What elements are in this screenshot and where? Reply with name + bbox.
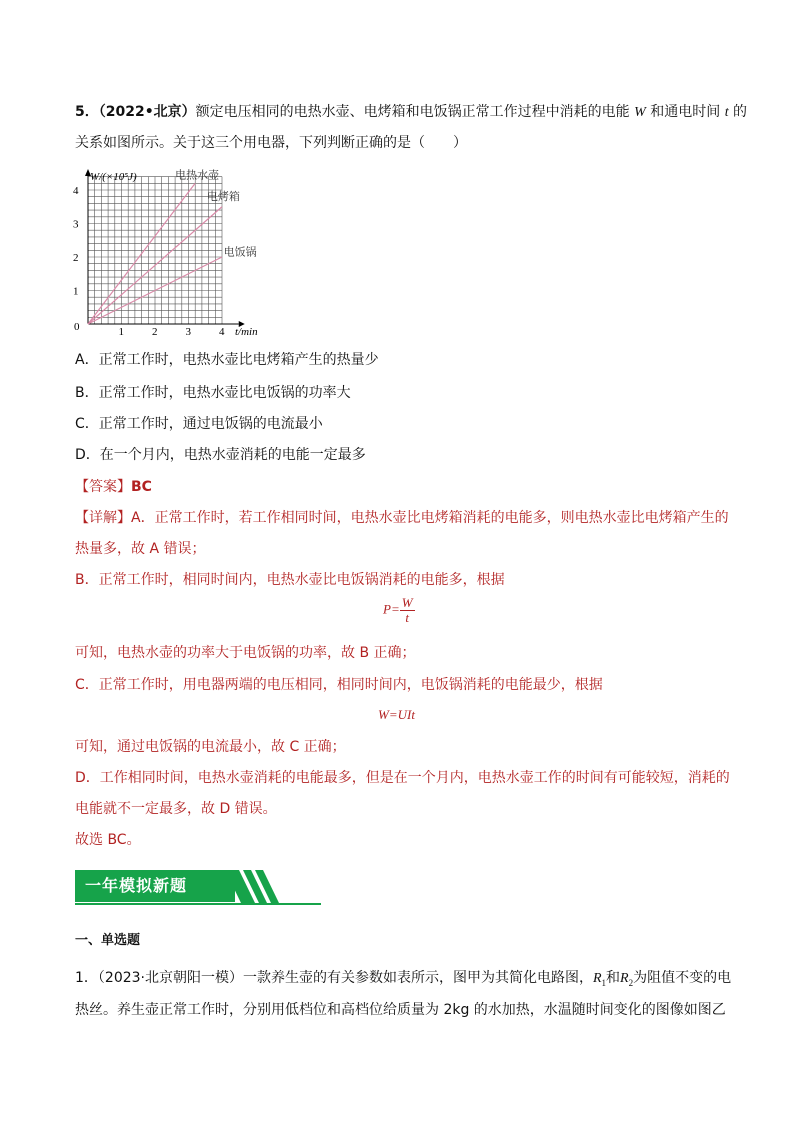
section-banner <box>75 870 321 904</box>
y-tick-label: 4 <box>73 185 79 197</box>
y-tick-label: 1 <box>73 285 79 298</box>
explanation-label: 【详解】 <box>75 510 131 526</box>
resistor-r2 <box>620 971 633 986</box>
x-tick-label: 1 <box>118 326 124 338</box>
y-tick-label: 3 <box>73 218 79 231</box>
banner-title: 一年模拟新题 <box>85 876 188 895</box>
explanation-line-4: 可知，电热水壶的功率大于电饭锅的功率，故 B 正确； <box>75 645 416 661</box>
formula-fraction <box>400 596 415 625</box>
answer-line <box>75 477 152 497</box>
explanation-line-2: 热量多，故 A 错误； <box>75 541 206 557</box>
explanation-line-7: D．工作相同时间，电热水壶消耗的电能最多，但是在一个月内，电热水壶工作的时间有可能较短，消耗的 <box>75 770 730 786</box>
explanation-line-8: 电能就不一定最多，故 D 错误。 <box>75 801 277 817</box>
question-stem-part: 额定电压相同的电热水壶、电烤箱和电饭锅正常工作过程中消耗的电能 <box>195 104 635 120</box>
series-label: 电饭锅 <box>223 245 257 259</box>
next-question-text: 和 <box>606 970 621 986</box>
option-d: D．在一个月内，电热水壶消耗的电能一定最多 <box>75 447 366 463</box>
explanation-line-5: C．正常工作时，用电器两端的电压相同，相同时间内，电饭锅消耗的电能最少，根据 <box>75 677 603 693</box>
resistor-r2-symbol: R <box>620 971 629 986</box>
answer-label: 【答案】 <box>75 479 131 495</box>
question-line-2: 关系如图所示。关于这三个用电器，下列判断正确的是（ ） <box>75 135 467 151</box>
variable-t: t <box>724 105 729 120</box>
y-tick-label: 2 <box>73 252 79 264</box>
section-heading: 一、单选题 <box>75 933 141 948</box>
question-source: （2022•北京） <box>98 104 196 120</box>
chart-series <box>88 168 257 324</box>
explanation-line-3: B．正常工作时，相同时间内，电热水壶比电饭锅消耗的电能多，根据 <box>75 572 505 588</box>
resistor-r1 <box>593 971 606 986</box>
series-label: 电烤箱 <box>206 190 240 204</box>
formula-energy: W=UIt <box>378 707 415 722</box>
next-question-text: 为阻值不变的电 <box>633 970 732 986</box>
question-number: 5． <box>75 104 99 120</box>
explanation-line-1 <box>75 508 729 528</box>
variable-w: W <box>634 105 646 120</box>
question-stem-part: 和通电时间 <box>645 104 725 120</box>
question-stem-part: 的 <box>728 104 748 120</box>
question-line-1 <box>75 102 747 123</box>
x-tick-label: 3 <box>185 326 191 338</box>
explanation-line-9: 故选 BC。 <box>75 832 141 848</box>
answer-value: BC <box>131 479 152 495</box>
next-question-text: 1．（2023·北京朝阳一模）一款养生壶的有关参数如表所示，图甲为其简化电路图， <box>75 970 593 986</box>
formula-power <box>383 596 415 625</box>
next-question-line-2: 热丝。养生壶正常工作时，分别用低档位和高档位给质量为 2kg 的水加热，水温随时间变化的图像如图乙 <box>75 1002 726 1018</box>
banner-underline <box>75 903 321 905</box>
chart-xlabel: t/min <box>235 326 258 338</box>
banner-stripes-icon <box>225 870 285 903</box>
x-tick-label: 2 <box>152 326 158 338</box>
explanation-line-6: 可知，通过电饭锅的电流最小，故 C 正确； <box>75 739 346 755</box>
chart-origin-label: 0 <box>74 321 80 333</box>
series-label: 电热水壶 <box>175 168 220 182</box>
chart-ylabel: W/(×10⁵J) <box>90 171 137 183</box>
energy-time-chart <box>70 168 270 338</box>
fraction-denominator: t <box>405 610 409 625</box>
chart-grid <box>88 177 222 324</box>
resistor-r1-symbol: R <box>592 971 602 986</box>
next-question-line-1 <box>75 968 731 993</box>
option-a: A．正常工作时，电热水壶比电烤箱产生的热量少 <box>75 352 379 368</box>
x-tick-label: 4 <box>219 326 225 338</box>
explanation-text: A．正常工作时，若工作相同时间，电热水壶比电烤箱消耗的电能多，则电热水壶比电烤箱产生的 <box>131 510 729 526</box>
option-c: C．正常工作时，通过电饭锅的电流最小 <box>75 416 323 432</box>
option-b: B．正常工作时，电热水壶比电饭锅的功率大 <box>75 385 351 401</box>
formula-power-lhs: P= <box>383 601 400 617</box>
resistor-r2-subscript: 2 <box>628 977 634 988</box>
resistor-r1-subscript: 1 <box>601 977 607 988</box>
fraction-numerator: W <box>401 595 413 610</box>
